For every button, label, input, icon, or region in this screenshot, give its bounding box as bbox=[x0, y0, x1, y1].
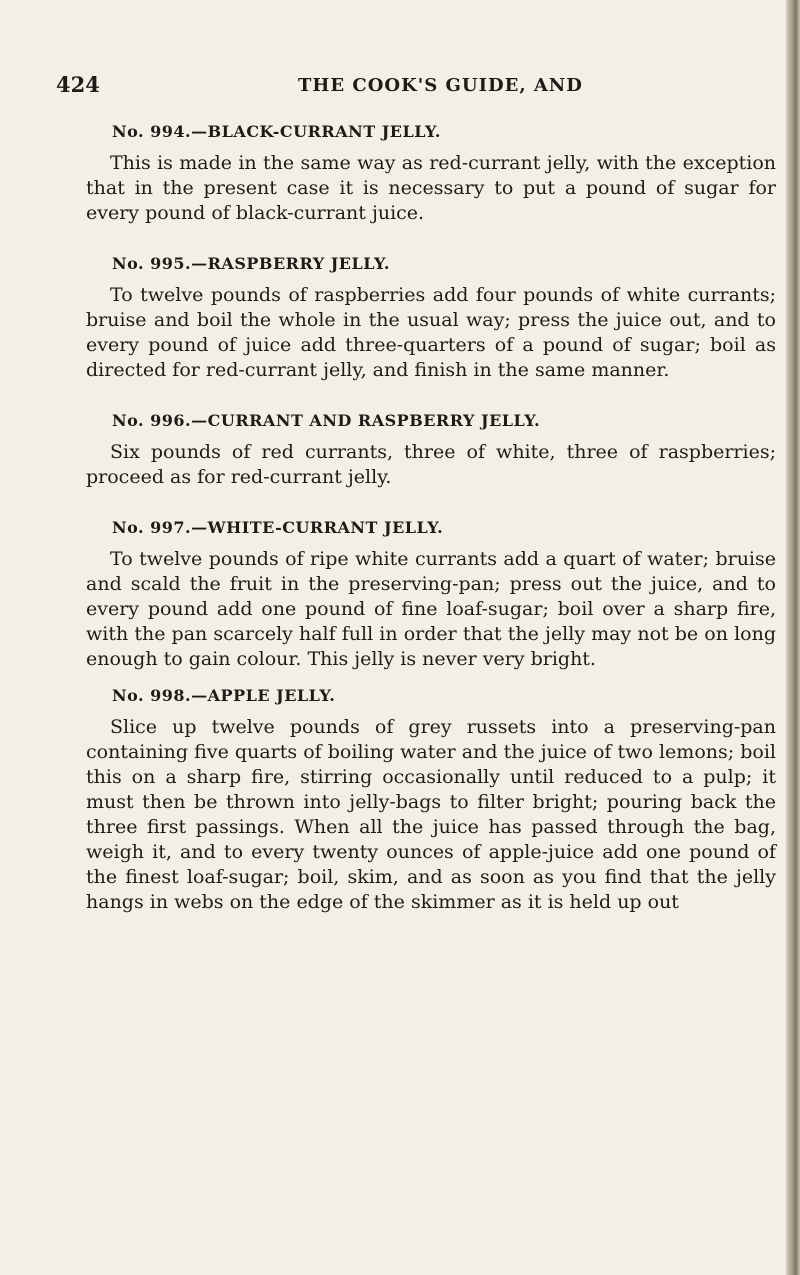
page-text bbox=[56, 72, 776, 915]
recipe-title-995: No. 995.—RASPBERRY JELLY. bbox=[112, 254, 390, 273]
recipe-title-994: No. 994.—BLACK-CURRANT JELLY. bbox=[112, 122, 441, 141]
recipe-title-997: No. 997.—WHITE-CURRANT JELLY. bbox=[112, 518, 444, 537]
recipe-title-998: No. 998.—APPLE JELLY. bbox=[112, 686, 336, 705]
running-head: THE COOK'S GUIDE, AND bbox=[298, 75, 583, 96]
recipe-title-996: No. 996.—CURRANT AND RASPBERRY JELLY. bbox=[112, 411, 541, 430]
page-header bbox=[56, 72, 776, 104]
recipe-body-994: This is made in the same way as red-currant jelly, with the exception that in the present case it is necessary to put a pound of sugar for every pound of black-currant juice. bbox=[86, 152, 776, 224]
page-number: 424 bbox=[56, 72, 100, 97]
recipe-body-995: To twelve pounds of raspberries add four pounds of white currants; bruise and boil the whole in the usual way; press the juice out, and to every pound of juice add three-quarters of a pound of sugar; boil as directed for red-currant jelly, and finish in the same manner. bbox=[86, 284, 776, 381]
page-binding-edge bbox=[786, 0, 800, 1275]
recipe-body-998: Slice up twelve pounds of grey russets into a preserving-pan containing five quarts of boiling water and the juice of two lemons; boil this on a sharp fire, stirring occasionally until reduced to a pulp; it must then be thrown into jelly-bags to filter bright; pouring back the three first passings. When all the juice has passed through the bag, weigh it, and to every twenty ounces of apple-juice add one pound of the finest loaf-sugar; boil, skim, and as soon as you find that the jelly hangs in webs on the edge of the skimmer as it is held up out bbox=[86, 716, 776, 913]
recipe-body-996: Six pounds of red currants, three of white, three of raspberries; proceed as for red-currant jelly. bbox=[86, 441, 776, 488]
recipe-body-997: To twelve pounds of ripe white currants add a quart of water; bruise and scald the fruit in the preserving-pan; press out the juice, and to every pound add one pound of fine loaf-sugar; boil over a sharp fire, with the pan scarcely half full in order that the jelly may not be on long enough to gain colour. This jelly is never very bright. bbox=[86, 548, 776, 670]
